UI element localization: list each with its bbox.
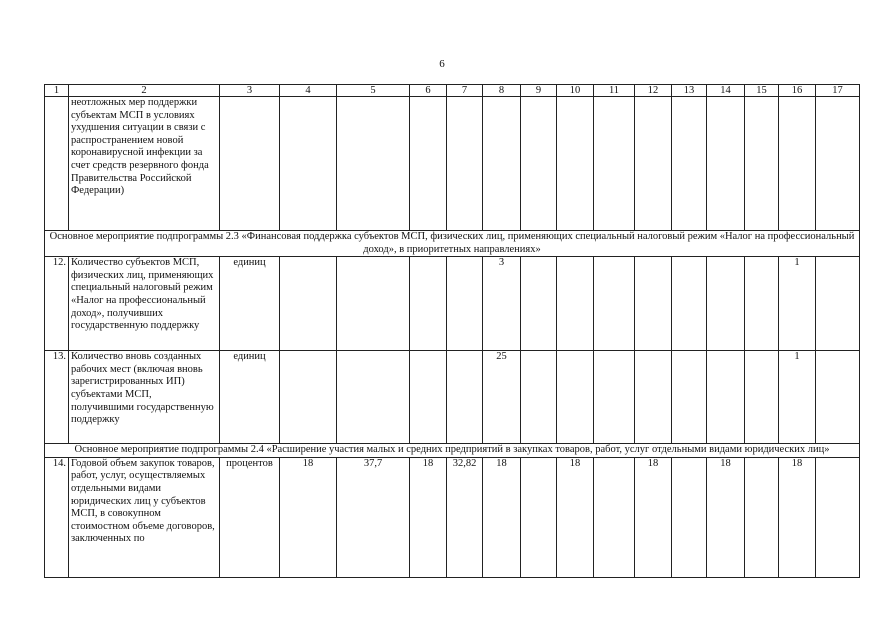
indicator-name: неотложных мер поддержки субъектам МСП в условиях ухудшения ситуации в связи с распространением новой коронавирусной инфекции за счет средств резервного фонда Правительства Российской Федерации) — [69, 97, 220, 231]
table-row-14 — [45, 457, 860, 577]
indicator-name: Количество субъектов МСП, физических лиц, применяющих специальный налоговый режим «Налог на профессиональный доход», получивших государственную поддержку — [69, 257, 220, 351]
column-number: 6 — [410, 85, 447, 97]
value-cell — [280, 257, 337, 351]
value-cell — [594, 97, 635, 231]
value-cell: 18 — [779, 457, 816, 577]
column-number: 12 — [635, 85, 672, 97]
value-cell — [816, 257, 860, 351]
column-number: 1 — [45, 85, 69, 97]
value-cell — [745, 457, 779, 577]
table-row-12 — [45, 257, 860, 351]
value-cell — [337, 97, 410, 231]
value-cell — [557, 257, 594, 351]
value-cell: 1 — [779, 351, 816, 444]
value-cell — [521, 457, 557, 577]
table-row-continuation — [45, 97, 860, 231]
section-row — [45, 231, 860, 257]
value-cell — [594, 457, 635, 577]
column-number: 11 — [594, 85, 635, 97]
column-number: 3 — [220, 85, 280, 97]
value-cell: 18 — [557, 457, 594, 577]
column-number: 5 — [337, 85, 410, 97]
value-cell — [707, 97, 745, 231]
unit-cell: единиц — [220, 257, 280, 351]
value-cell: 18 — [410, 457, 447, 577]
value-cell — [410, 351, 447, 444]
unit-cell — [220, 97, 280, 231]
row-number: 14. — [45, 457, 69, 577]
value-cell — [672, 351, 707, 444]
column-number: 7 — [447, 85, 483, 97]
column-number: 10 — [557, 85, 594, 97]
value-cell — [672, 457, 707, 577]
unit-cell: процентов — [220, 457, 280, 577]
value-cell — [594, 351, 635, 444]
column-number: 4 — [280, 85, 337, 97]
value-cell — [816, 457, 860, 577]
value-cell — [745, 257, 779, 351]
value-cell: 37,7 — [337, 457, 410, 577]
row-number: 13. — [45, 351, 69, 444]
row-number: 12. — [45, 257, 69, 351]
value-cell: 18 — [483, 457, 521, 577]
column-number: 13 — [672, 85, 707, 97]
value-cell — [337, 257, 410, 351]
value-cell — [635, 97, 672, 231]
value-cell — [447, 97, 483, 231]
page-number: 6 — [439, 58, 445, 70]
column-number: 17 — [816, 85, 860, 97]
value-cell — [707, 257, 745, 351]
value-cell: 32,82 — [447, 457, 483, 577]
value-cell — [521, 97, 557, 231]
column-number-row — [45, 85, 860, 97]
value-cell — [779, 97, 816, 231]
column-number: 2 — [69, 85, 220, 97]
value-cell: 18 — [280, 457, 337, 577]
value-cell — [557, 351, 594, 444]
value-cell — [745, 97, 779, 231]
value-cell — [447, 257, 483, 351]
table-row-13 — [45, 351, 860, 444]
value-cell — [745, 351, 779, 444]
value-cell — [594, 257, 635, 351]
value-cell — [672, 97, 707, 231]
value-cell — [410, 257, 447, 351]
column-number: 14 — [707, 85, 745, 97]
value-cell — [280, 97, 337, 231]
value-cell — [635, 351, 672, 444]
section-heading-2-3: Основное мероприятие подпрограммы 2.3 «Финансовая поддержка субъектов МСП, физических лиц, применяющих специальный налоговый режим «Налог на профессиональный доход», в приоритетных направлениях» — [45, 231, 860, 257]
row-number — [45, 97, 69, 231]
value-cell — [557, 97, 594, 231]
value-cell: 18 — [707, 457, 745, 577]
unit-cell: единиц — [220, 351, 280, 444]
indicator-name: Количество вновь созданных рабочих мест (включая вновь зарегистрированных ИП) субъектами МСП, получившими государственную поддержку — [69, 351, 220, 444]
value-cell — [707, 351, 745, 444]
value-cell — [635, 257, 672, 351]
value-cell: 18 — [635, 457, 672, 577]
value-cell — [521, 257, 557, 351]
value-cell — [672, 257, 707, 351]
value-cell — [483, 97, 521, 231]
value-cell: 25 — [483, 351, 521, 444]
value-cell — [337, 351, 410, 444]
value-cell: 3 — [483, 257, 521, 351]
value-cell — [816, 351, 860, 444]
section-row — [45, 444, 860, 458]
section-heading-2-4: Основное мероприятие подпрограммы 2.4 «Расширение участия малых и средних предприятий в закупках товаров, работ, услуг отдельными видами юридических лиц» — [45, 444, 860, 458]
indicators-table — [44, 84, 860, 578]
value-cell — [521, 351, 557, 444]
value-cell: 1 — [779, 257, 816, 351]
column-number: 8 — [483, 85, 521, 97]
value-cell — [447, 351, 483, 444]
indicator-name: Годовой объем закупок товаров, работ, услуг, осуществляемых отдельными видами юридических лиц у субъектов МСП, в совокупном стоимостном объеме договоров, заключенных по — [69, 457, 220, 577]
column-number: 16 — [779, 85, 816, 97]
value-cell — [410, 97, 447, 231]
value-cell — [816, 97, 860, 231]
column-number: 15 — [745, 85, 779, 97]
column-number: 9 — [521, 85, 557, 97]
value-cell — [280, 351, 337, 444]
